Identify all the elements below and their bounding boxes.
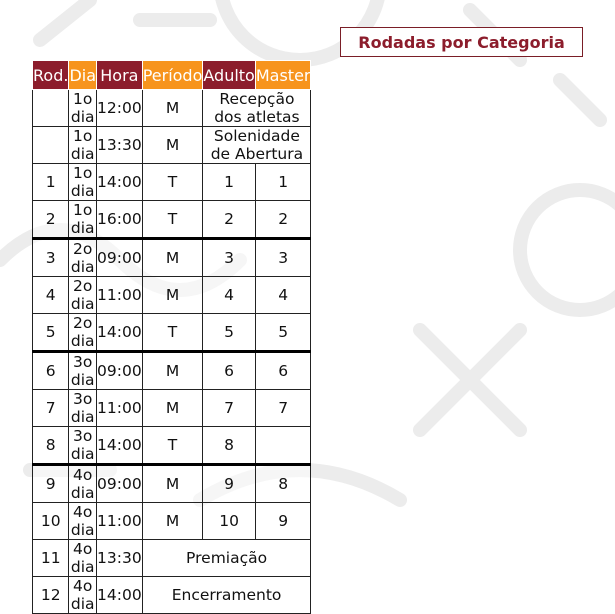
col-header-dia: Dia [69, 61, 97, 90]
cell-periodo: T [142, 201, 203, 239]
category-header: Rodadas por Categoria [340, 27, 583, 57]
cell-rod: 9 [33, 465, 69, 503]
cell-event: Recepção dos atletas [203, 90, 311, 127]
cell-dia: 3o dia [70, 390, 95, 426]
table-row [33, 90, 311, 127]
cell-adulto: 10 [203, 503, 255, 540]
table-row [33, 127, 311, 164]
cell-event: Encerramento [142, 577, 311, 614]
schedule-table [32, 60, 311, 614]
table-row [33, 465, 311, 503]
cell-adulto: 6 [203, 352, 255, 390]
cell-rod: 6 [33, 352, 69, 390]
table-row [33, 352, 311, 390]
cell-rod [33, 90, 69, 127]
table-row [33, 277, 311, 314]
cell-rod: 3 [33, 239, 69, 277]
cell-dia: 2o dia [70, 314, 95, 350]
table-row [33, 201, 311, 239]
cell-adulto: 4 [203, 277, 255, 314]
cell-dia: 1o dia [70, 201, 95, 237]
table-row [33, 164, 311, 201]
cell-periodo: M [142, 90, 203, 127]
col-header-hora: Hora [97, 61, 143, 90]
cell-periodo: M [142, 352, 203, 390]
cell-hora: 09:00 [97, 465, 143, 503]
cell-master: 6 [255, 352, 311, 390]
cell-periodo: M [142, 277, 203, 314]
cell-event: Premiação [142, 540, 311, 577]
cell-rod: 10 [33, 503, 69, 540]
cell-rod: 1 [33, 164, 69, 201]
table-row [33, 427, 311, 465]
cell-adulto: 5 [203, 314, 255, 352]
col-header-master: Master [255, 61, 311, 90]
cell-dia: 4o dia [70, 466, 95, 502]
cell-hora: 16:00 [97, 201, 143, 239]
cell-rod: 8 [33, 427, 69, 465]
cell-adulto: 2 [203, 201, 255, 239]
table-row [33, 503, 311, 540]
cell-rod: 11 [33, 540, 69, 577]
cell-master: 7 [255, 390, 311, 427]
cell-master: 9 [255, 503, 311, 540]
table-row [33, 314, 311, 352]
col-header-rod: Rod. [33, 61, 69, 90]
cell-adulto: 3 [203, 239, 255, 277]
cell-dia: 4o dia [70, 503, 95, 539]
cell-periodo: M [142, 465, 203, 503]
table-row [33, 390, 311, 427]
cell-adulto: 8 [203, 427, 255, 465]
cell-periodo: M [142, 239, 203, 277]
cell-dia: 1o dia [70, 164, 95, 200]
cell-periodo: T [142, 314, 203, 352]
cell-hora: 13:30 [97, 127, 143, 164]
cell-hora: 14:00 [97, 164, 143, 201]
cell-dia: 3o dia [70, 427, 95, 463]
cell-rod: 2 [33, 201, 69, 239]
cell-periodo: T [142, 427, 203, 465]
cell-dia: 2o dia [70, 240, 95, 276]
cell-periodo: T [142, 164, 203, 201]
table-row [33, 540, 311, 577]
cell-master [255, 427, 311, 465]
cell-adulto: 1 [203, 164, 255, 201]
cell-rod: 4 [33, 277, 69, 314]
cell-master: 2 [255, 201, 311, 239]
cell-hora: 14:00 [97, 314, 143, 352]
cell-hora: 11:00 [97, 390, 143, 427]
cell-dia: 4o dia [70, 577, 95, 613]
cell-dia: 1o dia [70, 127, 95, 163]
cell-dia: 4o dia [70, 540, 95, 576]
cell-hora: 14:00 [97, 427, 143, 465]
cell-periodo: M [142, 127, 203, 164]
cell-hora: 14:00 [97, 577, 143, 614]
col-header-adulto: Adulto [203, 61, 255, 90]
cell-periodo: M [142, 503, 203, 540]
cell-rod: 12 [33, 577, 69, 614]
cell-dia: 3o dia [70, 353, 95, 389]
cell-master: 3 [255, 239, 311, 277]
col-header-periodo: Período [142, 61, 203, 90]
cell-adulto: 7 [203, 390, 255, 427]
cell-rod: 5 [33, 314, 69, 352]
cell-adulto: 9 [203, 465, 255, 503]
cell-hora: 11:00 [97, 503, 143, 540]
cell-periodo: M [142, 390, 203, 427]
cell-hora: 09:00 [97, 352, 143, 390]
cell-master: 5 [255, 314, 311, 352]
cell-master: 1 [255, 164, 311, 201]
table-row [33, 239, 311, 277]
cell-dia: 2o dia [70, 277, 95, 313]
cell-event: Solenidade de Abertura [203, 127, 311, 164]
table-row [33, 577, 311, 614]
header-row [33, 61, 311, 90]
cell-hora: 12:00 [97, 90, 143, 127]
cell-hora: 11:00 [97, 277, 143, 314]
cell-dia: 1o dia [70, 90, 95, 126]
cell-hora: 13:30 [97, 540, 143, 577]
cell-hora: 09:00 [97, 239, 143, 277]
cell-rod: 7 [33, 390, 69, 427]
cell-master: 4 [255, 277, 311, 314]
cell-master: 8 [255, 465, 311, 503]
cell-rod [33, 127, 69, 164]
